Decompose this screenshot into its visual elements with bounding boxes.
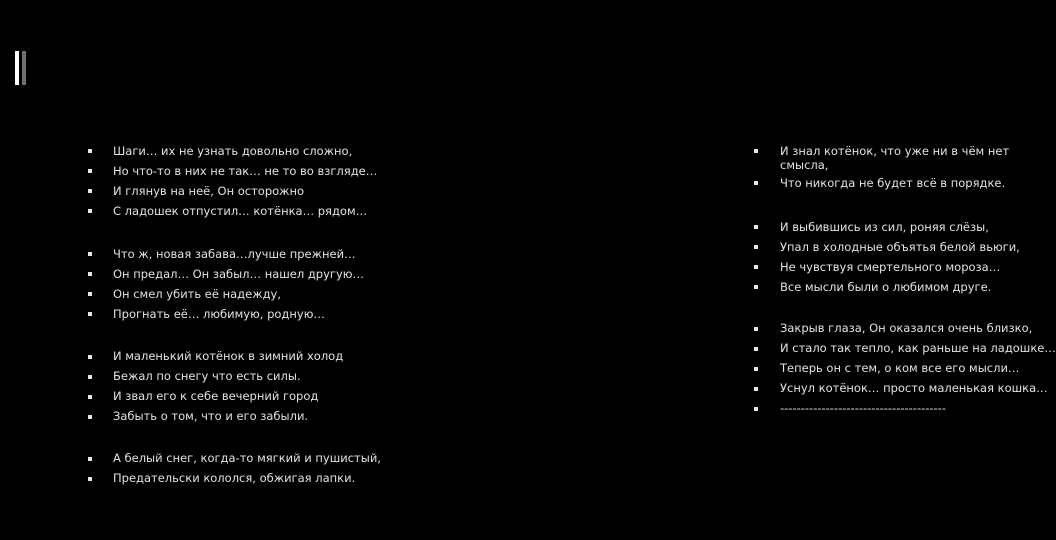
verse-line: Он смел убить её надежду, — [113, 287, 281, 301]
verse-line: Бежал по снегу что есть силы. — [113, 369, 301, 383]
bullet-icon — [88, 477, 92, 481]
verse-line: Он предал… Он забыл… нашел другую… — [113, 267, 364, 281]
verse-line: Забыть о том, что и его забыли. — [113, 409, 309, 423]
bullet-icon — [88, 292, 92, 296]
bullet-icon — [754, 265, 758, 269]
title-accent-bar-secondary — [22, 51, 26, 85]
verse-line: И стало так тепло, как раньше на ладошке… — [780, 341, 1056, 355]
bullet-icon — [88, 457, 92, 461]
separator-line: ---------------------------------------- — [780, 401, 946, 415]
verse-line: Уснул котёнок… просто маленькая кошка… — [780, 381, 1048, 395]
bullet-icon — [88, 149, 92, 153]
verse-line: Прогнать её… любимую, родную… — [113, 307, 325, 321]
verse-line: И маленький котёнок в зимний холод — [113, 349, 344, 363]
verse-line: И звал его к себе вечерний город — [113, 389, 319, 403]
bullet-icon — [754, 181, 758, 185]
verse-line: И выбившись из сил, роняя слёзы, — [780, 220, 989, 234]
bullet-icon — [88, 169, 92, 173]
bullet-icon — [754, 407, 758, 411]
bullet-icon — [754, 367, 758, 371]
verse-line: Что никогда не будет всё в порядке. — [780, 176, 1006, 190]
bullet-icon — [754, 149, 758, 153]
bullet-icon — [88, 209, 92, 213]
verse-line: Не чувствуя смертельного мороза… — [780, 260, 1001, 274]
bullet-icon — [754, 225, 758, 229]
verse-line: Теперь он с тем, о ком все его мысли… — [780, 361, 1020, 375]
verse-line: Упал в холодные объятья белой вьюги, — [780, 240, 1020, 254]
bullet-icon — [754, 387, 758, 391]
bullet-icon — [754, 245, 758, 249]
bullet-icon — [754, 347, 758, 351]
bullet-icon — [88, 252, 92, 256]
verse-line: Предательски кололся, обжигая лапки. — [113, 471, 356, 485]
bullet-icon — [754, 327, 758, 331]
verse-line: И глянув на неё, Он осторожно — [113, 184, 305, 198]
verse-line: Что ж, новая забава…лучше прежней… — [113, 247, 356, 261]
verse-line: И знал котёнок, что уже ни в чём нет смысла, — [780, 144, 1010, 172]
bullet-icon — [88, 355, 92, 359]
bullet-icon — [88, 395, 92, 399]
bullet-icon — [88, 189, 92, 193]
title-placeholder — [28, 46, 720, 86]
verse-line: Все мысли были о любимом друге. — [780, 280, 992, 294]
verse-line: С ладошек отпустил… котёнка… рядом… — [113, 204, 368, 218]
bullet-icon — [754, 285, 758, 289]
bullet-icon — [88, 272, 92, 276]
bullet-icon — [88, 415, 92, 419]
verse-line: Закрыв глаза, Он оказался очень близко, — [780, 321, 1033, 335]
bullet-icon — [88, 375, 92, 379]
verse-line: Но что-то в них не так… не то во взгляде… — [113, 164, 378, 178]
verse-line: Шаги… их не узнать довольно сложно, — [113, 144, 353, 158]
bullet-icon — [88, 312, 92, 316]
verse-line: А белый снег, когда-то мягкий и пушистый, — [113, 451, 381, 465]
title-accent-bar — [15, 51, 19, 85]
